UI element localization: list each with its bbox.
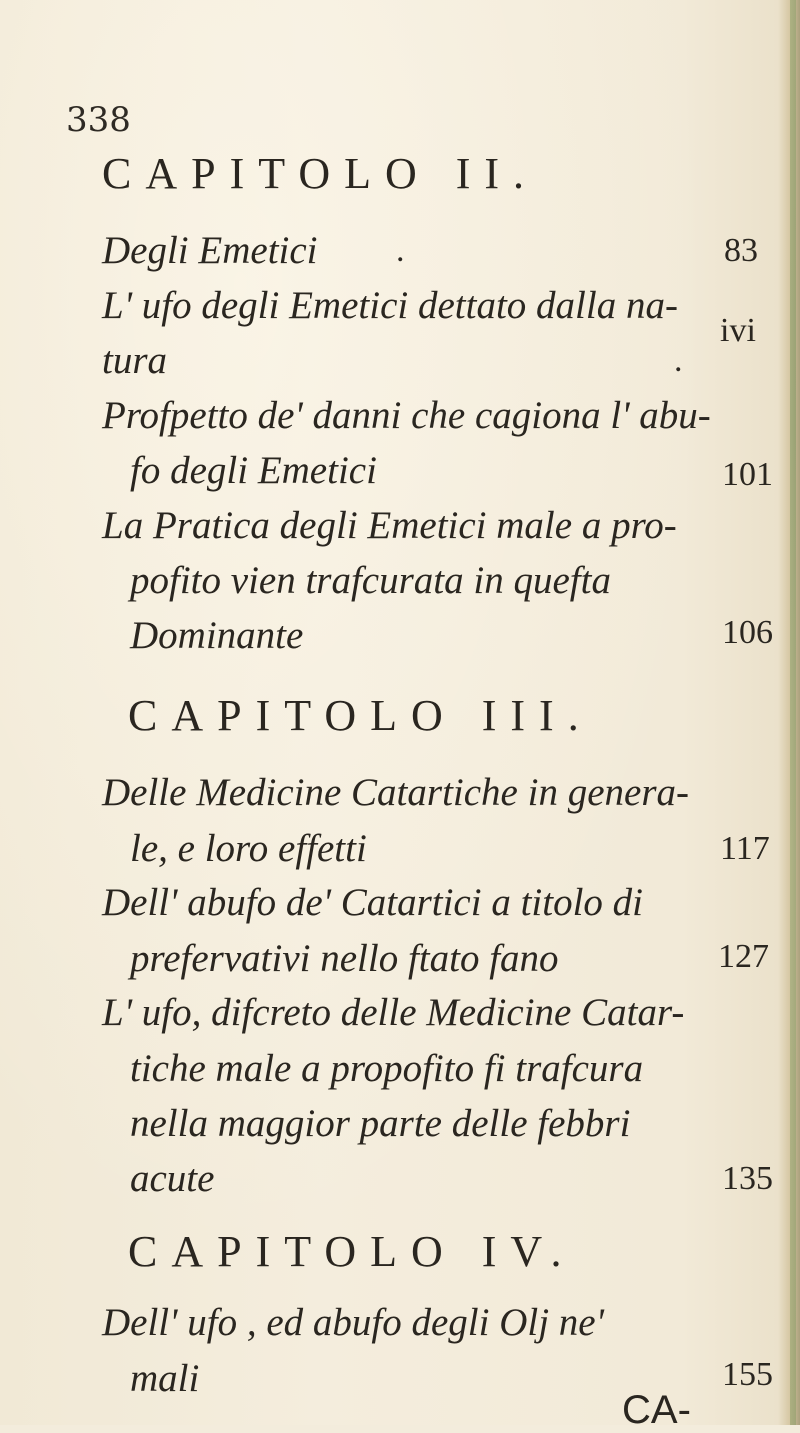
chapter-heading-4: CAPITOLO IV. bbox=[128, 1227, 576, 1276]
entry-page-number: ivi bbox=[720, 312, 756, 349]
entry-line: fo degli Emetici bbox=[130, 449, 377, 492]
entry-line: acute bbox=[130, 1157, 215, 1200]
entry-line: Delle Medicine Catartiche in genera- bbox=[102, 771, 689, 814]
entry-line: Dell' abufo de' Catartici a titolo di bbox=[102, 881, 643, 924]
entry-page-number: 135 bbox=[722, 1160, 773, 1197]
entry-line: Dell' ufo , ed abufo degli Olj ne' bbox=[102, 1301, 604, 1344]
leader-dot: . bbox=[396, 232, 405, 269]
catchword: CA- bbox=[622, 1388, 691, 1432]
entry-page-number: 101 bbox=[722, 456, 773, 493]
chapter-heading-2: CAPITOLO II. bbox=[102, 149, 539, 198]
entry-line: L' ufo degli Emetici dettato dalla na- bbox=[102, 284, 678, 327]
entry-line: La Pratica degli Emetici male a pro- bbox=[102, 504, 677, 547]
entry-page-number: 83 bbox=[724, 232, 758, 269]
entry-line: mali bbox=[130, 1357, 200, 1400]
entry-page-number: 155 bbox=[722, 1356, 773, 1393]
entry-line: Profpetto de' danni che cagiona l' abu- bbox=[102, 394, 711, 437]
entry-line: nella maggior parte delle febbri bbox=[130, 1102, 631, 1145]
entry-line: Degli Emetici bbox=[102, 229, 318, 272]
entry-line: tura bbox=[102, 339, 168, 382]
page-number: 338 bbox=[66, 100, 131, 140]
entry-line: prefervativi nello ftato fano bbox=[130, 937, 559, 980]
entry-line: tiche male a propofito fi trafcura bbox=[130, 1047, 644, 1090]
entry-page-number: 127 bbox=[718, 938, 769, 975]
entry-line: L' ufo, difcreto delle Medicine Catar- bbox=[102, 991, 685, 1034]
entry-line: Dominante bbox=[130, 614, 304, 657]
entry-line: le, e loro effetti bbox=[130, 827, 367, 870]
entry-page-number: 117 bbox=[720, 830, 770, 867]
entry-line: pofito vien trafcurata in quefta bbox=[130, 559, 611, 602]
leader-dot: . bbox=[674, 342, 683, 379]
page-edge-shadow bbox=[778, 0, 800, 1425]
chapter-heading-3: CAPITOLO III. bbox=[128, 691, 593, 740]
entry-page-number: 106 bbox=[722, 614, 773, 651]
page-edge-binding bbox=[790, 0, 796, 1425]
